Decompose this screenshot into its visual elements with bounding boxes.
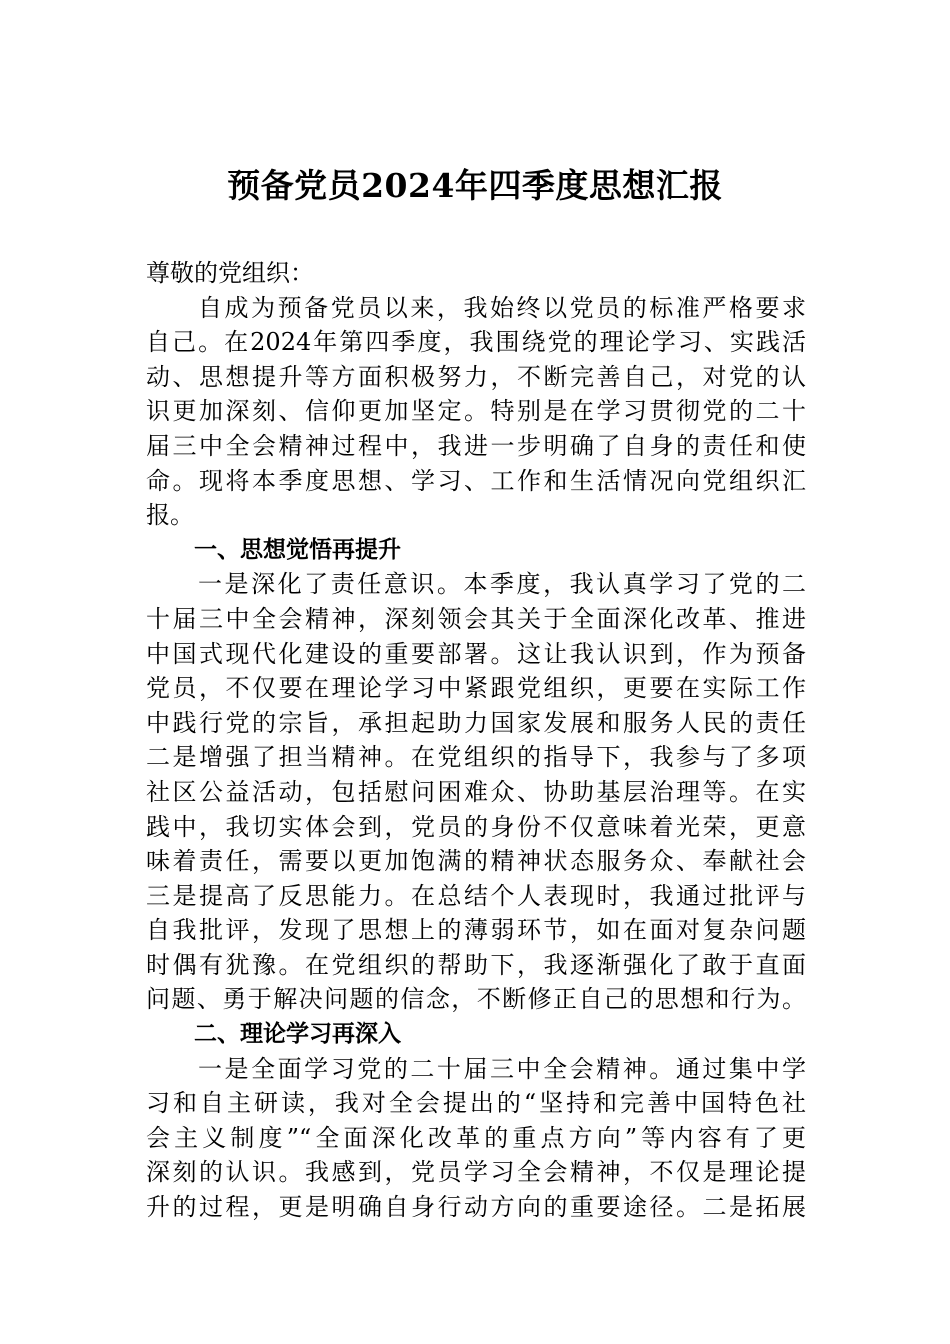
paragraph-line: 自己。在2024年第四季度，我围绕党的理论学习、实践活 xyxy=(146,328,806,357)
paragraph-line: 十届三中全会精神，深刻领会其关于全面深化改革、推进 xyxy=(146,604,806,633)
paragraph-line: 二是增强了担当精神。在党组织的指导下，我参与了多项 xyxy=(146,743,806,772)
section-heading-2: 二、理论学习再深入 xyxy=(194,1021,401,1048)
paragraph-line: 自我批评，发现了思想上的薄弱环节，如在面对复杂问题 xyxy=(146,916,806,945)
paragraph-line: 动、思想提升等方面积极努力，不断完善自己，对党的认 xyxy=(146,362,806,391)
paragraph-line: 一是全面学习党的二十届三中全会精神。通过集中学 xyxy=(198,1054,806,1083)
paragraph-line: 升的过程，更是明确自身行动方向的重要途径。二是拓展 xyxy=(146,1193,806,1222)
paragraph-line: 自成为预备党员以来，我始终以党员的标准严格要求 xyxy=(198,293,806,322)
paragraph-line: 中践行党的宗旨，承担起助力国家发展和服务人民的责任 xyxy=(146,708,806,737)
paragraph-line: 社区公益活动，包括慰问困难众、协助基层治理等。在实 xyxy=(146,777,806,806)
paragraph-line: 报。 xyxy=(146,501,194,530)
paragraph-line: 一是深化了责任意识。本季度，我认真学习了党的二 xyxy=(198,570,806,599)
paragraph-line: 命。现将本季度思想、学习、工作和生活情况向党组织汇 xyxy=(146,466,806,495)
paragraph-line: 践中，我切实体会到，党员的身份不仅意味着光荣，更意 xyxy=(146,812,806,841)
paragraph-line: 问题、勇于解决问题的信念，不断修正自己的思想和行为。 xyxy=(146,985,806,1014)
paragraph-line: 会主义制度”“全面深化改革的重点方向”等内容有了更 xyxy=(146,1123,806,1152)
document-title: 预备党员2024年四季度思想汇报 xyxy=(227,166,723,205)
paragraph-line: 味着责任，需要以更加饱满的精神状态服务众、奉献社会 xyxy=(146,847,806,876)
paragraph-line: 三是提高了反思能力。在总结个人表现时，我通过批评与 xyxy=(146,881,806,910)
paragraph-line: 中国式现代化建设的重要部署。这让我认识到，作为预备 xyxy=(146,639,806,668)
paragraph-line: 识更加深刻、信仰更加坚定。特别是在学习贯彻党的二十 xyxy=(146,397,806,426)
paragraph-line: 深刻的认识。我感到，党员学习全会精神，不仅是理论提 xyxy=(146,1158,806,1187)
salutation: 尊敬的党组织： xyxy=(146,259,314,287)
paragraph-line: 党员，不仅要在理论学习中紧跟党组织，更要在实际工作 xyxy=(146,674,806,703)
paragraph-line: 习和自主研读，我对全会提出的“坚持和完善中国特色社 xyxy=(146,1089,806,1118)
paragraph-line: 时偶有犹豫。在党组织的帮助下，我逐渐强化了敢于直面 xyxy=(146,950,806,979)
document-body xyxy=(146,256,806,1225)
paragraph-line: 届三中全会精神过程中，我进一步明确了自身的责任和使 xyxy=(146,431,806,460)
section-heading-1: 一、思想觉悟再提升 xyxy=(194,536,401,563)
